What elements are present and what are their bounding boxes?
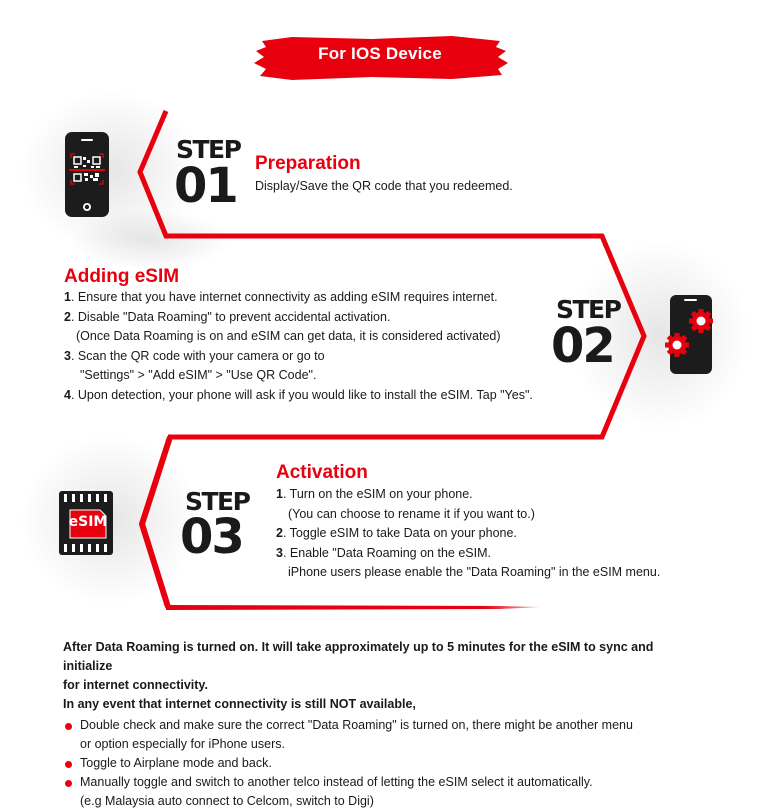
bullet-dot-icon [65,761,72,768]
phone-gears-icon [663,294,717,376]
instruction-line: 4. Upon detection, your phone will ask if you would like to install the eSIM. Tap "Yes". [64,387,533,402]
shadow [70,210,230,270]
bullet-text: or option especially for iPhone users. [80,737,285,751]
step-3-label: STEP [185,487,250,516]
instruction-line: 1. Turn on the eSIM on your phone. [276,487,473,501]
step-3-instructions [276,485,696,583]
troubleshooting-notes [63,638,703,811]
step-1-number: 01 [174,158,237,214]
instruction-line: iPhone users please enable the "Data Roaming" in the eSIM menu. [288,565,661,579]
list-item [63,754,703,773]
instruction-line: 2. Disable "Data Roaming" to prevent accidental activation. [64,309,391,324]
footer-intro-line: In any event that internet connectivity is still NOT available, [63,697,416,711]
instruction-line: 3. Enable "Data Roaming on the eSIM. [276,545,491,560]
step-1-icon [64,131,110,218]
footer-intro-line: for internet connectivity. [63,678,208,692]
step-2-instructions [64,288,544,405]
step-1-title: Preparation [255,153,361,174]
list-item [63,773,703,811]
bullet-text: Toggle to Airplane mode and back. [80,756,272,770]
instruction-line: (You can choose to rename it if you want to.) [288,506,535,521]
bullet-dot-icon [65,780,72,787]
step-3-icon [58,490,114,556]
instruction-line: 1. Ensure that you have internet connectivity as adding eSIM requires internet. [64,290,498,304]
list-item [63,716,703,754]
step-3-number: 03 [180,509,243,565]
step-2-title: Adding eSIM [64,266,180,287]
instruction-line: 2. Toggle eSIM to take Data on your phone. [276,526,517,540]
esim-icon-label: eSIM [68,514,108,530]
step-1-label: STEP [176,135,241,164]
bullet-text: Manually toggle and switch to another telco instead of letting the eSIM select it automatically. [80,775,593,789]
step-2-label: STEP [556,295,621,324]
bullet-text: (e.g Malaysia auto connect to Celcom, switch to Digi) [80,794,374,808]
step-1-description: Display/Save the QR code that you redeemed. [255,179,513,193]
instruction-line: "Settings" > "Add eSIM" > "Use QR Code". [80,368,317,382]
bullet-dot-icon [65,723,72,730]
step-3-title: Activation [276,462,368,483]
banner-title: For IOS Device [318,44,442,63]
footer-intro-line: After Data Roaming is turned on. It will take approximately up to 5 minutes for the eSIM to sync and initialize [63,640,654,673]
step-2-icon [663,294,717,376]
bullet-text: Double check and make sure the correct "Data Roaming" is turned on, there might be another menu [80,718,633,732]
phone-qr-code-icon [64,131,110,218]
instruction-line: 3. Scan the QR code with your camera or go to [64,348,325,363]
step-2-number: 02 [551,318,614,374]
instruction-line: (Once Data Roaming is on and eSIM can get data, it is considered activated) [76,329,501,343]
